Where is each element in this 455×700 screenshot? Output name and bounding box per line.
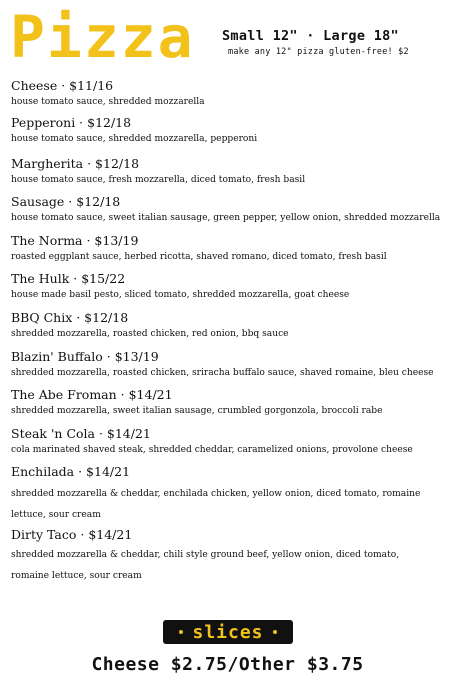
item-name: Blazin' Buffalo · $13/19 <box>11 349 159 364</box>
menu-item-enchilada <box>11 464 451 526</box>
menu-item-the-abe-froman <box>11 387 451 420</box>
pizza-list <box>11 78 451 587</box>
menu-item-sausage <box>11 194 451 227</box>
item-description: shredded mozzarella, sweet italian sausage, crumbled gorgonzola, broccoli rabe <box>11 406 383 416</box>
menu-item-the-hulk <box>11 271 451 304</box>
item-name: The Norma · $13/19 <box>11 233 139 248</box>
item-description: shredded mozzarella & cheddar, chili style ground beef, yellow onion, diced tomato, romaine lettuce, sour cream <box>11 550 400 581</box>
item-name: Sausage · $12/18 <box>11 194 121 209</box>
item-name: Pepperoni · $12/18 <box>11 115 132 130</box>
item-name: Steak 'n Cola · $14/21 <box>11 426 151 441</box>
item-name: BBQ Chix · $12/18 <box>11 310 129 325</box>
bullet-dot-icon <box>179 630 183 634</box>
menu-title: Pizza <box>10 3 195 71</box>
item-name: The Hulk · $15/22 <box>11 271 126 286</box>
item-description: shredded mozzarella, roasted chicken, sriracha buffalo sauce, shaved romaine, bleu cheese <box>11 368 434 378</box>
menu-item-bbq-chix <box>11 310 451 343</box>
slice-prices: Cheese $2.75/Other $3.75 <box>91 654 364 675</box>
bullet-dot-icon <box>273 630 277 634</box>
item-description: shredded mozzarella, roasted chicken, red onion, bbq sauce <box>11 329 289 339</box>
item-name: Cheese · $11/16 <box>11 78 114 93</box>
item-name: Enchilada · $14/21 <box>11 464 131 479</box>
item-description: house tomato sauce, shredded mozzarella, pepperoni <box>11 134 258 144</box>
slices-heading: slices <box>192 621 264 643</box>
item-name: Dirty Taco · $14/21 <box>11 527 133 542</box>
menu-item-blazin-buffalo <box>11 349 451 382</box>
menu-item-steak-n-cola <box>11 426 451 459</box>
item-description: shredded mozzarella & cheddar, enchilada chicken, yellow onion, diced tomato, romaine lettuce, sour cream <box>11 489 421 520</box>
item-description: house tomato sauce, sweet italian sausage, green pepper, yellow onion, shredded mozzarella <box>11 213 441 223</box>
item-description: house made basil pesto, sliced tomato, shredded mozzarella, goat cheese <box>11 290 350 300</box>
menu-item-cheese <box>11 78 451 111</box>
item-description: cola marinated shaved steak, shredded cheddar, caramelized onions, provolone cheese <box>11 445 413 455</box>
menu-item-pepperoni <box>11 115 451 148</box>
gluten-free-note: make any 12" pizza gluten-free! $2 <box>228 47 409 57</box>
size-options: Small 12" · Large 18" <box>222 28 399 44</box>
item-name: Margherita · $12/18 <box>11 156 140 171</box>
menu-item-the-norma <box>11 233 451 266</box>
item-description: roasted eggplant sauce, herbed ricotta, shaved romano, diced tomato, fresh basil <box>11 252 387 262</box>
item-description: house tomato sauce, fresh mozzarella, diced tomato, fresh basil <box>11 175 306 185</box>
menu-item-margherita <box>11 156 451 189</box>
menu-item-dirty-taco <box>11 527 451 587</box>
item-name: The Abe Froman · $14/21 <box>11 387 173 402</box>
slices-banner <box>163 620 293 644</box>
item-description: house tomato sauce, shredded mozzarella <box>11 97 205 107</box>
